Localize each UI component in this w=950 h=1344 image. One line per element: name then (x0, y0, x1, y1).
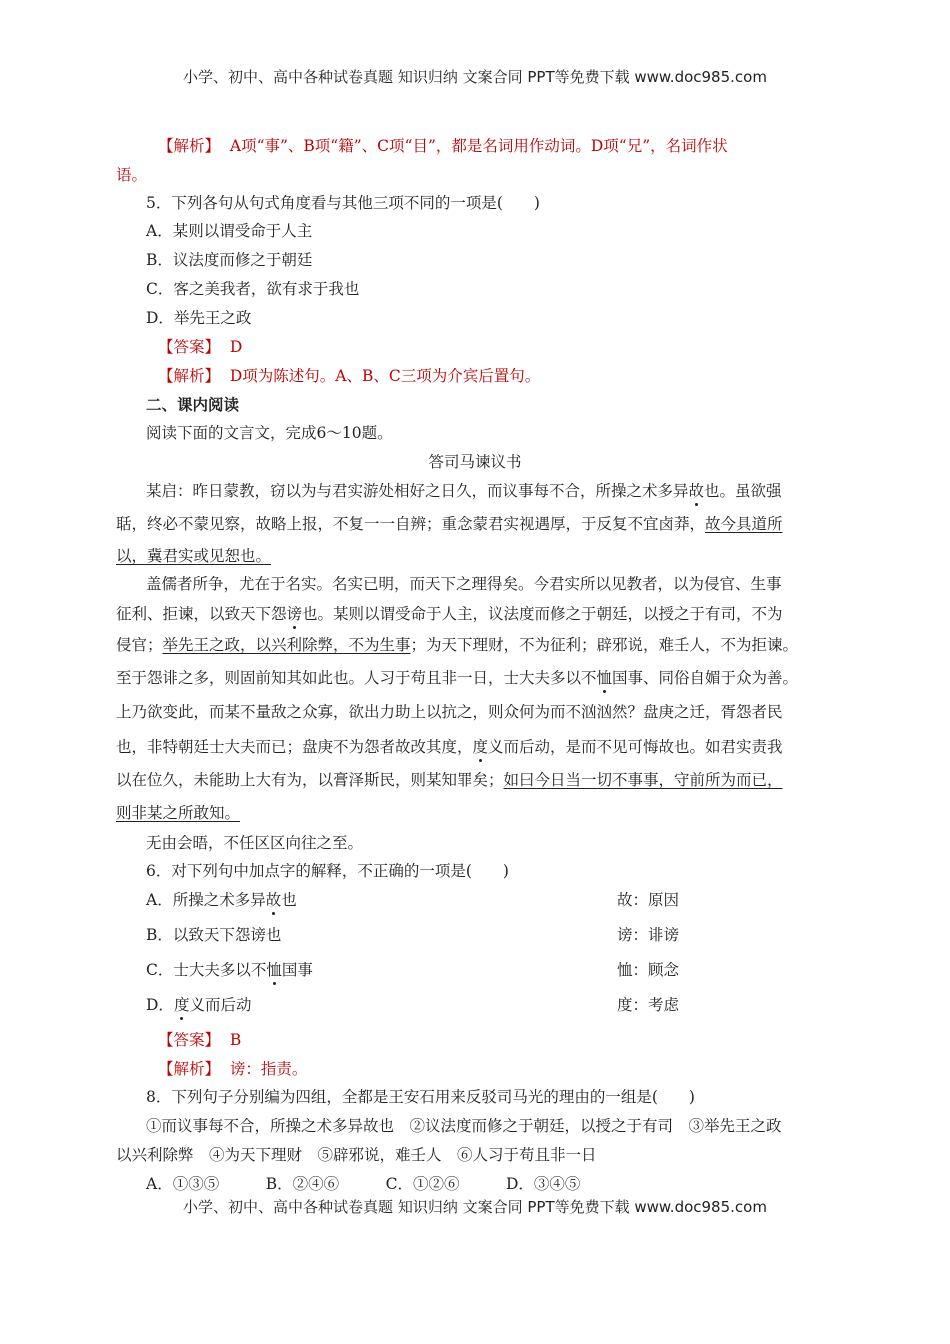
page-header: 小学、初中、高中各种试卷真题 知识归纳 文案合同 PPT等免费下载 www.doc985.com (183, 68, 767, 86)
passage-p1-line2: 聒，终必不蒙见察，故略上报，不复一一自辨；重念蒙君实视遇厚，于反复不宜卤莽，故今具道所 (116, 515, 783, 533)
underlined-sentence: 以，冀君实或见恕也。 (116, 547, 272, 565)
analysis-label: 【解析】 (158, 367, 221, 385)
q4-analysis-line1 (158, 136, 728, 156)
section-heading: 二、课内阅读 (146, 395, 240, 414)
passage-p2-line6: 也，非特朝廷士大夫而已；盘庚不为怨者故改其度，度义而后动，是而不见可悔故也。如君实责我 (116, 738, 783, 756)
q6-answer-value: B (229, 1031, 242, 1049)
q8-list-line2: 以兴利除弊 ④为天下理财 ⑤辟邪说，难壬人 ⑥人习于苟且非一日 (116, 1146, 597, 1164)
passage-p3: 无由会晤，不任区区向往之至。 (146, 834, 364, 852)
q6-gloss-a: 故：原因 (617, 891, 680, 909)
page-footer: 小学、初中、高中各种试卷真题 知识归纳 文案合同 PPT等免费下载 www.doc985.com (183, 1198, 767, 1216)
q6-gloss-d: 度：考虑 (617, 996, 680, 1014)
reading-instruction: 阅读下面的文言文，完成6～10题。 (146, 424, 393, 442)
q5-answer-value: D (229, 338, 243, 356)
passage-p2-line5: 上乃欲变此，而某不量敌之众寡，欲出力助上以抗之，则众何为而不汹汹然？盘庚之迁，胥怨者民 (116, 703, 783, 721)
q4-analysis-text: A项“事”、B项“籍”、C项“目”，都是名词用作动词。D项“兄”，名词作状 (229, 137, 728, 155)
underlined-sentence: 故今具道所 (705, 515, 783, 533)
passage-p2-line1: 盖儒者所争，尤在于名实。名实已明，而天下之理得矣。今君实所以见教者，以为侵官、生事 (146, 575, 782, 593)
q6-option-d: D．度义而后动 (146, 996, 252, 1014)
q6-option-c: C．士大夫多以不恤国事 (146, 961, 313, 979)
underlined-sentence: 则非某之所敢知。 (116, 804, 241, 822)
passage-p1-line3 (116, 546, 271, 566)
q5-option-c: C．客之美我者，欲有求于我也 (146, 280, 360, 298)
analysis-label: 【解析】 (158, 1060, 221, 1078)
passage-p2-line8 (116, 803, 240, 823)
passage-p2-line7: 以在位久，未能助上大有为，以膏泽斯民，则某知罪矣；如曰今日当一切不事事，守前所为而已， (116, 771, 783, 789)
q6-option-b: B．以致天下怨谤也 (146, 926, 282, 944)
underlined-sentence: 举先王之政，以兴利除弊，不为生事 (162, 636, 411, 654)
passage-p2-line2: 征利、拒谏，以致天下怨谤也。某则以谓受命于人主，议法度而修之于朝廷，以授之于有司，不为 (116, 605, 783, 623)
q5-analysis (158, 366, 540, 386)
passage-title: 答司马谏议书 (428, 453, 522, 471)
passage-p2-line4: 至于怨诽之多，则固前知其如此也。人习于苟且非一日，士大夫多以不恤国事、同俗自媚于众为善。 (116, 669, 799, 687)
q5-answer (158, 337, 242, 357)
answer-label: 【答案】 (158, 1031, 221, 1049)
passage-p2-line3: 侵官；举先王之政，以兴利除弊，不为生事；为天下理财，不为征利；辟邪说，难壬人，不为拒谏。 (116, 636, 799, 654)
q5-stem: 5．下列各句从句式角度看与其他三项不同的一项是( ) (146, 194, 540, 212)
q6-gloss-b: 谤：诽谤 (617, 926, 680, 944)
q8-choices: A．①③⑤ B．②④⑥ C．①②⑥ D．③④⑤ (146, 1175, 581, 1193)
passage-p1-line1: 某启：昨日蒙教，窃以为与君实游处相好之日久，而议事每不合，所操之术多异故也。虽欲强 (146, 482, 782, 500)
q5-option-d: D．举先王之政 (146, 309, 252, 327)
underlined-sentence: 如曰今日当一切不事事，守前所为而已， (503, 771, 783, 789)
q4-analysis-line2: 语。 (116, 166, 148, 184)
q5-option-b: B．议法度而修之于朝廷 (146, 251, 313, 269)
q6-option-a: A．所操之术多异故也 (146, 891, 297, 909)
q6-answer (158, 1030, 241, 1050)
q6-analysis-text: 谤：指责。 (229, 1060, 308, 1078)
q6-gloss-c: 恤：顾念 (617, 961, 680, 979)
q6-stem: 6．对下列句中加点字的解释，不正确的一项是( ) (146, 862, 509, 880)
analysis-label: 【解析】 (158, 137, 221, 155)
q8-list-line1: ①而议事每不合，所操之术多异故也 ②议法度而修之于朝廷，以授之于有司 ③举先王之政 (146, 1117, 782, 1135)
q6-analysis (158, 1059, 307, 1079)
answer-label: 【答案】 (158, 338, 221, 356)
q5-option-a: A．某则以谓受命于人主 (146, 222, 313, 240)
q5-analysis-text: D项为陈述句。A、B、C三项为介宾后置句。 (229, 367, 541, 385)
q8-stem: 8．下列句子分别编为四组，全都是王安石用来反驳司马光的理由的一组是( ) (146, 1088, 695, 1106)
